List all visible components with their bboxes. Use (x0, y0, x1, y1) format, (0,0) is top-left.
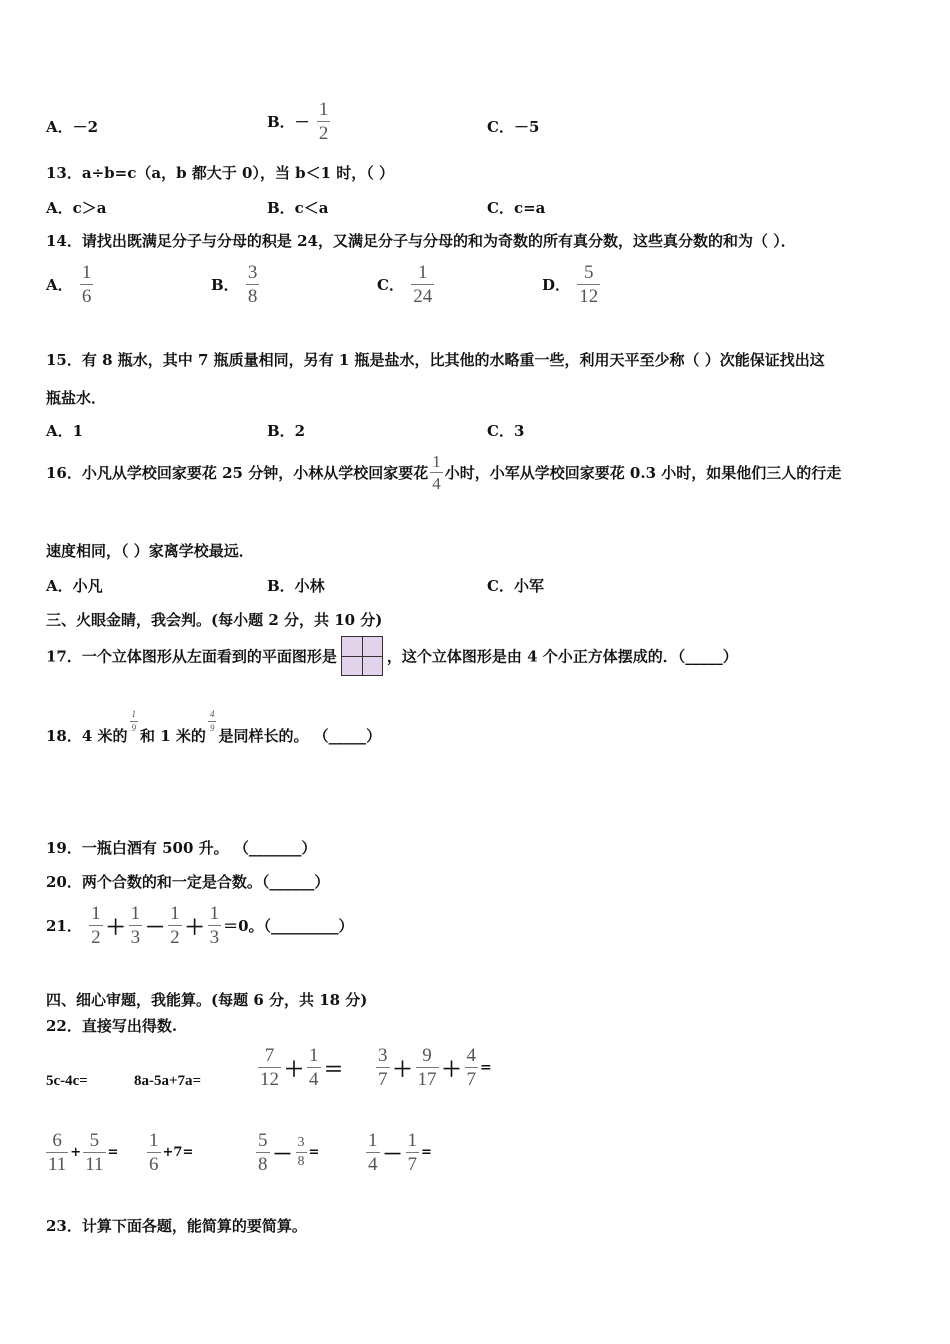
numerator: 1 (131, 709, 137, 719)
numerator: 1 (432, 452, 441, 471)
q16-fraction (430, 453, 443, 492)
option-label: D． (542, 276, 571, 294)
plus-operator: ＋ (284, 1059, 304, 1081)
plus-operator: ＋ (105, 917, 126, 939)
denominator: 7 (378, 1069, 388, 1090)
fraction (465, 1046, 479, 1089)
q14-option-c-fraction (411, 263, 434, 306)
denominator: 12 (579, 286, 599, 307)
denominator: 4 (432, 474, 441, 493)
denominator: 9 (209, 723, 215, 733)
q12-option-b-label: B．－ (267, 113, 310, 131)
minus-operator: － (272, 1144, 293, 1166)
numerator: 4 (466, 1045, 476, 1066)
q16-text-part2: 小时，小军从学校回家要花 0.3 小时，如果他们三人的行走 (444, 464, 842, 482)
q16-text-part1: 16．小凡从学校回家要花 25 分钟，小林从学校回家要花 (46, 464, 429, 482)
q12-option-a: A．－2 (46, 118, 99, 136)
q22-expression-6 (145, 1131, 193, 1174)
fraction (296, 1136, 307, 1169)
q18-text-part3: 是同样长的。 （_____） (218, 727, 382, 745)
q13-option-a: A．c＞a (46, 199, 107, 217)
option-label: B． (211, 276, 239, 294)
q16-option-b: B．小林 (267, 577, 325, 595)
denominator: 2 (91, 927, 101, 948)
plus-operator: ＋ (184, 917, 205, 939)
q17-stem (46, 636, 738, 676)
section-4-title: 四、细心审题，我能算。(每题 6 分，共 18 分) (46, 991, 368, 1009)
fraction (256, 1131, 270, 1174)
denominator: 2 (170, 927, 180, 948)
denominator: 4 (368, 1154, 378, 1175)
q21-tail: ＝0。（_________） (223, 917, 354, 935)
q14-option-d (542, 263, 602, 306)
q14-stem: 14．请找出既满足分子与分母的积是 24，又满足分子与分母的和为奇数的所有真分数，这些真分数的和为（ ）． (46, 232, 796, 250)
numerator: 5 (258, 1130, 268, 1151)
q14-option-a-fraction (80, 263, 94, 306)
numerator: 1 (209, 903, 220, 924)
numerator: 9 (422, 1045, 432, 1066)
denominator: 3 (209, 927, 220, 948)
numerator: 6 (52, 1130, 62, 1151)
section-3-title: 三、火眼金睛，我会判。(每小题 2 分，共 10 分) (46, 611, 383, 629)
q16-stem-line2: 速度相同，（ ）家离学校最远． (46, 542, 254, 560)
fraction (147, 1131, 161, 1174)
equals-sign: ＝ (323, 1059, 344, 1081)
numerator: 4 (209, 709, 215, 719)
numerator: 1 (309, 1045, 319, 1066)
q17-text-part2: ，这个立体图形是由 4 个小正方体摆成的．（_____） (386, 647, 738, 666)
q16-option-a: A．小凡 (46, 577, 103, 595)
q15-stem-line1: 15．有 8 瓶水，其中 7 瓶质量相同，另有 1 瓶是盐水，比其他的水略重一些，利用天平至少称（ ）次能保证找出这 (46, 351, 825, 369)
minus-operator: － (145, 917, 166, 939)
q14-option-d-fraction (577, 263, 600, 306)
numerator: 5 (89, 1130, 100, 1151)
numerator: 1 (149, 1130, 159, 1151)
fraction (416, 1046, 439, 1089)
denominator: 7 (407, 1154, 417, 1175)
fraction (376, 1046, 390, 1089)
q22-expression-5 (44, 1131, 118, 1174)
fraction (83, 1131, 105, 1174)
denominator: 8 (258, 1154, 268, 1175)
equals-sign: = (308, 1145, 320, 1160)
q14-option-a (46, 263, 95, 306)
q16-option-c: C．小军 (487, 577, 544, 595)
fraction (406, 1131, 420, 1174)
fraction (258, 1046, 281, 1089)
denominator: 6 (149, 1154, 159, 1175)
q21-fraction-2 (129, 904, 143, 947)
numerator: 7 (264, 1045, 275, 1066)
q12-option-b (267, 100, 332, 143)
q13-option-c: C．c=a (487, 199, 546, 217)
q20-stem: 20．两个合数的和一定是合数。（______） (46, 873, 330, 891)
q18-stem (46, 709, 382, 747)
numerator: 1 (407, 1130, 417, 1151)
numerator: 1 (368, 1130, 378, 1151)
numerator: 5 (584, 262, 594, 283)
q14-option-b-fraction (246, 263, 260, 306)
numerator: 1 (417, 262, 428, 283)
q22-stem: 22．直接写出得数. (46, 1017, 178, 1035)
denominator: 3 (130, 927, 141, 948)
fraction (46, 1131, 68, 1174)
q16-stem-line1 (46, 453, 841, 492)
numerator: 1 (81, 262, 92, 283)
denominator: 6 (81, 286, 92, 307)
q23-stem: 23．计算下面各题，能简算的要简算。 (46, 1217, 307, 1235)
q15-option-a: A．1 (46, 422, 84, 440)
q21-fraction-1 (89, 904, 103, 947)
q14-option-b (211, 263, 261, 306)
denominator: 2 (318, 123, 329, 144)
denominator: 8 (247, 286, 258, 307)
q15-stem-line2: 瓶盐水． (46, 389, 107, 407)
four-square-grid-figure (341, 636, 383, 676)
numerator: 3 (247, 262, 258, 283)
fraction (307, 1046, 321, 1089)
equals-sign: = (421, 1145, 432, 1160)
denominator: 8 (297, 1154, 305, 1169)
numerator: 1 (170, 903, 180, 924)
q18-text-part2: 和 1 米的 (140, 727, 206, 745)
q18-fraction-1 (130, 710, 139, 733)
q15-option-c: C．3 (487, 422, 525, 440)
numerator: 1 (318, 99, 329, 120)
q22-expression-6-tail: +7= (162, 1145, 194, 1160)
q22-expression-8 (364, 1131, 432, 1174)
q17-text-part1: 17．一个立体图形从左面看到的平面图形是 (46, 647, 337, 666)
q21-fraction-4 (208, 904, 222, 947)
q12-option-c: C．－5 (487, 118, 540, 136)
option-label: C． (377, 276, 404, 294)
q12-option-b-fraction (317, 100, 331, 143)
q22-expression-4 (374, 1046, 492, 1089)
plus-operator: ＋ (392, 1059, 413, 1081)
minus-operator: － (382, 1144, 403, 1166)
q21-label: 21． (46, 917, 82, 935)
q18-fraction-2 (208, 710, 217, 733)
q19-stem: 19．一瓶白酒有 500 升。 （_______） (46, 839, 317, 857)
q22-expression-2: 8a-5a+7a= (134, 1073, 202, 1089)
denominator: 24 (413, 286, 433, 307)
numerator: 1 (130, 903, 141, 924)
denominator: 9 (131, 723, 137, 733)
plus-operator: + (70, 1145, 82, 1160)
denominator: 4 (309, 1069, 319, 1090)
denominator: 17 (417, 1069, 437, 1090)
q13-stem: 13．a÷b=c（a，b 都大于 0），当 b＜1 时，（ ） (46, 164, 395, 182)
q14-option-c (377, 263, 436, 306)
q22-expression-3 (256, 1046, 345, 1089)
denominator: 12 (260, 1069, 279, 1090)
numerator: 1 (91, 903, 101, 924)
plus-operator: ＋ (441, 1059, 462, 1081)
q22-expression-7 (254, 1131, 319, 1174)
q18-text-part1: 18．4 米的 (46, 727, 128, 745)
equals-sign: = (107, 1145, 119, 1160)
q15-option-b: B．2 (267, 422, 306, 440)
numerator: 3 (297, 1135, 305, 1150)
q21-stem (46, 904, 354, 947)
fraction (366, 1131, 380, 1174)
option-label: A． (46, 276, 73, 294)
denominator: 7 (466, 1069, 476, 1090)
numerator: 3 (378, 1045, 388, 1066)
denominator: 11 (48, 1154, 67, 1175)
q22-expression-1: 5c-4c= (46, 1073, 88, 1089)
q21-fraction-3 (168, 904, 182, 947)
denominator: 11 (85, 1154, 104, 1175)
q13-option-b: B．c＜a (267, 199, 329, 217)
equals-sign: = (480, 1059, 492, 1076)
